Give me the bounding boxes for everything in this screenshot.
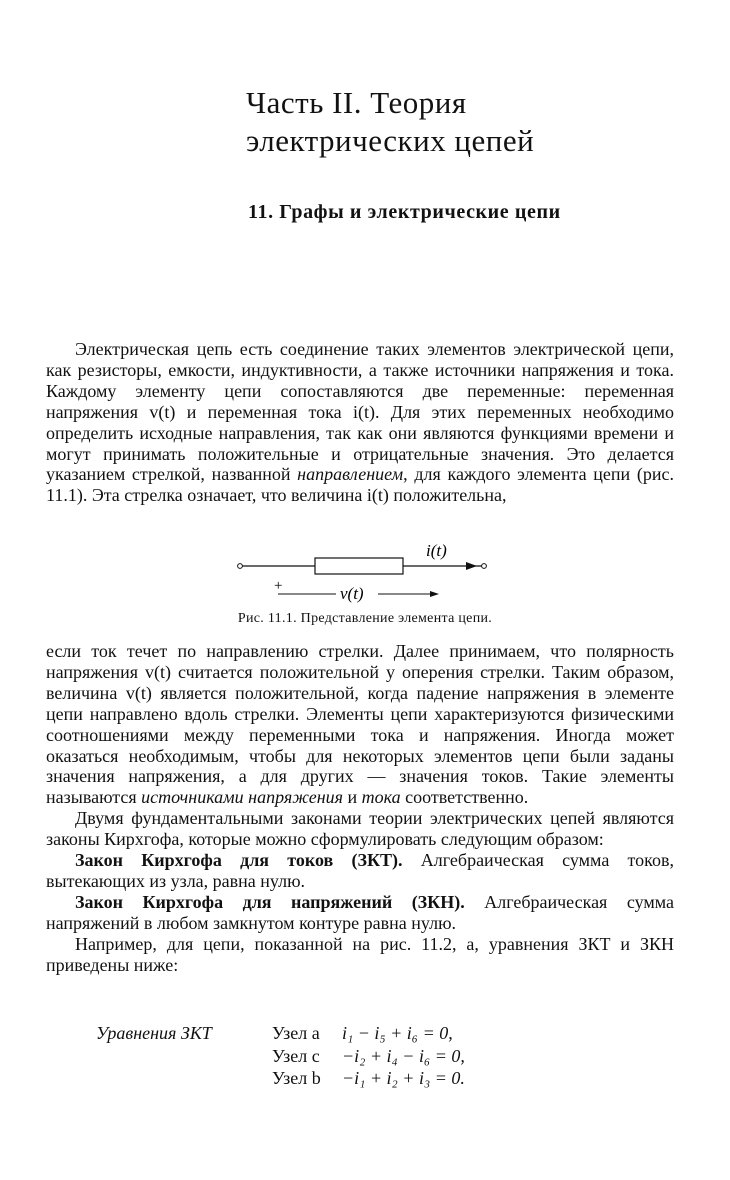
paragraph-kirchhoff-intro: Двумя фундаментальными законами теории электрических цепей являются законы Кирхгофа, которые можно сформулировать следующим образом:	[46, 808, 674, 850]
term-current: тока	[361, 787, 401, 808]
figure-circuit-element	[230, 538, 500, 610]
paragraph-continuation-text3: соответственно.	[400, 787, 529, 808]
figure-caption: Рис. 11.1. Представление элемента цепи.	[237, 611, 493, 626]
paragraph-intro	[46, 339, 674, 506]
paragraph-continuation-text2: и	[343, 787, 362, 808]
part-title	[246, 84, 534, 160]
law-kvl-text: Алгебраическая сумма напряжений в любом замкнутом контуре равна нулю.	[46, 891, 674, 933]
body-text	[46, 641, 674, 976]
element-body	[315, 558, 403, 574]
node-c-label: Узел c	[272, 1045, 320, 1066]
equation-node-a: i₁ − i₅ + i₆ = 0,	[342, 1023, 453, 1043]
law-kcl-text: Алгебраическая сумма токов, вытекающих из узла, равна нулю.	[46, 850, 674, 891]
term-voltage-sources: источниками напряжения	[141, 787, 344, 808]
equations-block	[96, 1022, 465, 1090]
paragraph-intro-text1: Электрическая цепь есть соединение таких элементов электрической цепи, как резисторы, емкости, индуктивности, а также источники напряжения и тока. Каждому элементу цепи сопоставляются две переменные: переменная напряжения v(t) и переменная тока i(t). Для этих переменных необходимо определить исходные направления, так как они являются функциями времени и могут принимать положительные и отрицательные значения. Это делается указанием стрелкой, названной	[46, 339, 674, 485]
paragraph-continuation-text1: если ток течет по направлению стрелки. Далее принимаем, что полярность напряжения v(t) считается положительной у оперения стрелки. Таким образом, величина v(t) является положительной, когда падение напряжения в элементе цепи направлено вдоль стрелки. Элементы цепи характеризуются физическими соотношениями между переменными тока и напряжения. Иногда может оказаться необходимым, чтобы для некоторых элементов цепи были заданы значения напряжения, а для других — значения токов. Такие элементы называются	[46, 641, 674, 808]
terminal-right	[482, 564, 487, 569]
paragraph-example: Например, для цепи, показанной на рис. 11.2, а, уравнения ЗКТ и ЗКН приведены ниже:	[46, 933, 674, 975]
terminal-left	[238, 564, 243, 569]
node-b-label: Узел b	[272, 1068, 321, 1088]
law-kvl	[46, 892, 674, 934]
law-kcl	[46, 850, 674, 892]
node-a-label: Узел a	[272, 1023, 320, 1043]
paragraph-continuation	[46, 641, 674, 808]
plus-sign: +	[274, 578, 283, 594]
voltage-label: v(t)	[340, 584, 364, 603]
equations-label: Уравнения ЗКТ	[96, 1023, 212, 1043]
paragraph-intro-text2: , для каждого элемента цепи (рис. 11.1). Эта стрелка означает, что величина i(t) положительна,	[46, 464, 674, 506]
section-title: 11. Графы и электрические цепи	[248, 201, 561, 223]
current-label: i(t)	[426, 541, 447, 560]
equation-node-c: −i₂ + i₄ − i₆ = 0,	[342, 1045, 465, 1066]
term-direction: направлением	[297, 464, 404, 485]
equation-node-b: −i₁ + i₂ + i₃ = 0.	[342, 1068, 465, 1088]
part-title-line1: Часть II. Теория	[246, 85, 467, 120]
current-arrow-head	[466, 562, 477, 570]
part-title-line2: электрических цепей	[246, 123, 535, 158]
voltage-arrow-head	[430, 591, 439, 597]
law-kcl-title: Закон Кирхгофа для токов (ЗКТ).	[75, 850, 403, 871]
law-kvl-title: Закон Кирхгофа для напряжений (ЗКН).	[75, 891, 465, 912]
